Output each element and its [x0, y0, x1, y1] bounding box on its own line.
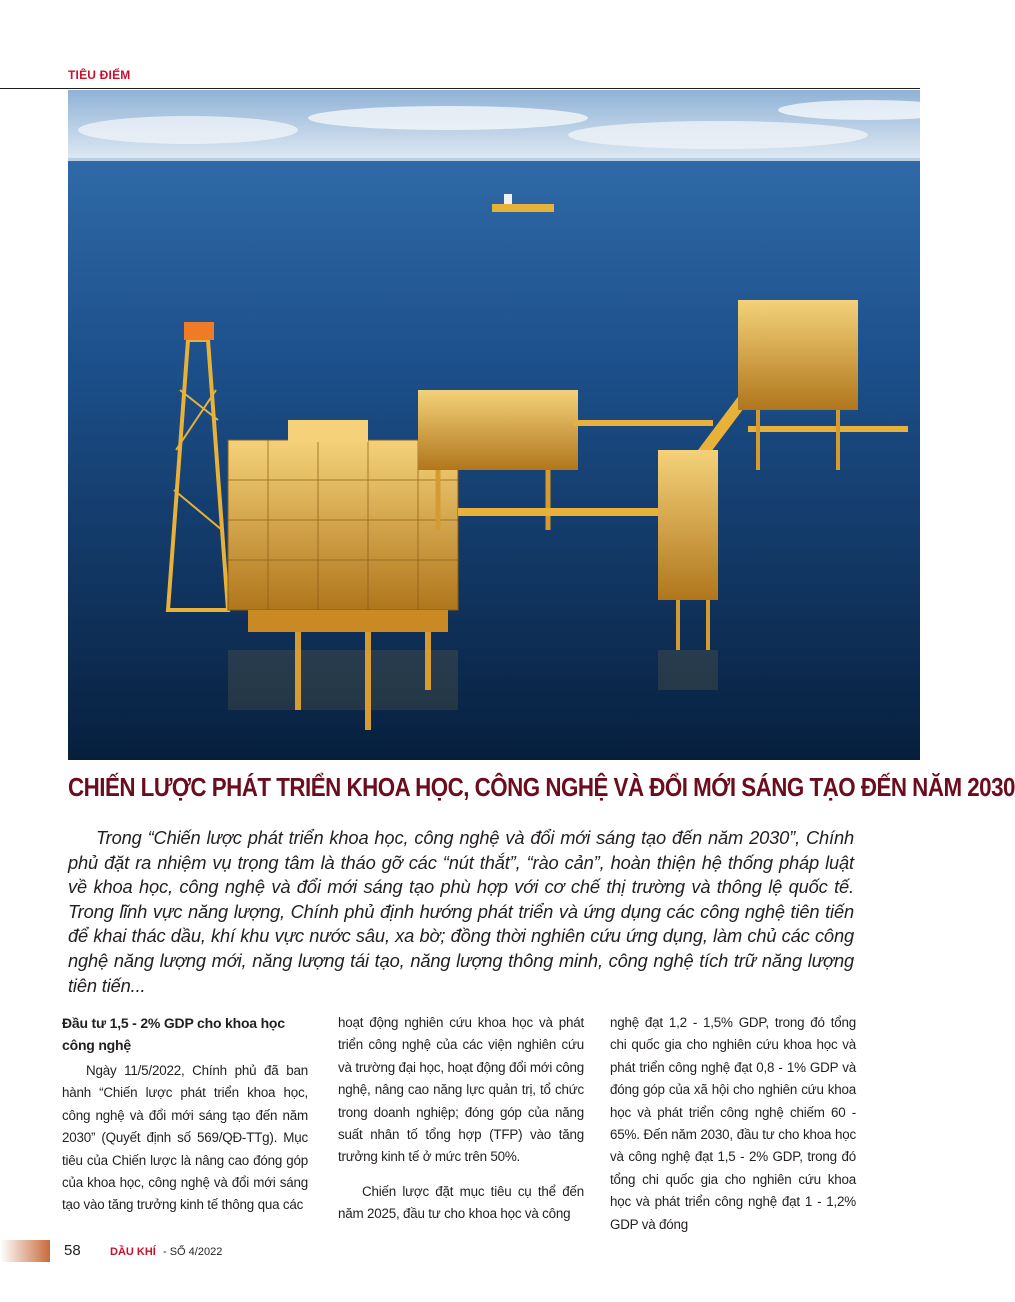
- article-column-1: [62, 1012, 308, 1217]
- issue-number: - SỐ 4/2022: [163, 1246, 223, 1258]
- magazine-name: DẦU KHÍ: [110, 1246, 156, 1258]
- article-subheading: Đầu tư 1,5 - 2% GDP cho khoa học công nghệ: [62, 1015, 285, 1053]
- article-column-3: [610, 1012, 856, 1236]
- footer-accent-bar: [0, 1240, 50, 1262]
- article-paragraph: Ngày 11/5/2022, Chính phủ đã ban hành “Chiến lược phát triển khoa học, công nghệ và đổi mới sáng tạo đến năm 2030” (Quyết định số 569/QĐ-TTg). Mục tiêu của Chiến lược là nâng cao đóng góp của khoa học, công nghệ và đổi mới sáng tạo vào tăng trưởng kinh tế thông qua các: [62, 1063, 308, 1213]
- top-rule: [0, 88, 920, 89]
- lead-text: Trong “Chiến lược phát triển khoa học, công nghệ và đổi mới sáng tạo đến năm 2030”, Chính phủ đặt ra nhiệm vụ trọng tâm là tháo gỡ các “nút thắt”, “rào cản”, hoàn thiện hệ thống pháp luật về khoa học, công nghệ và đổi mới sáng tạo phù hợp với cơ chế thị trường và thông lệ quốc tế. Trong lĩnh vực năng lượng, Chính phủ định hướng phát triển và ứng dụng các công nghệ tiên tiến để khai thác dầu, khí khu vực nước sâu, xa bờ; đồng thời nghiên cứu ứng dụng, làm chủ các công nghệ năng lượng mới, năng lượng tái tạo, năng lượng thông minh, công nghệ tích trữ năng lượng tiên tiến...: [68, 827, 854, 996]
- headline: CHIẾN LƯỢC PHÁT TRIỂN KHOA HỌC, CÔNG NGHỆ VÀ ĐỔI MỚI SÁNG TẠO ĐẾN NĂM 2030: [68, 772, 1015, 802]
- article-paragraph: hoạt động nghiên cứu khoa học và phát triển công nghệ của các viện nghiên cứu và trường đại học, hoạt động đổi mới công nghệ, nâng cao năng lực quản trị, tổ chức trong doanh nghiệp; đóng góp của năng suất nhân tố tổng hợp (TFP) vào tăng trưởng kinh tế ở mức trên 50%.: [338, 1015, 584, 1165]
- page-number: 58: [64, 1242, 81, 1259]
- section-label: TIÊU ĐIỂM: [68, 68, 131, 82]
- article-paragraph: Chiến lược đặt mục tiêu cụ thể đến năm 2025, đầu tư cho khoa học và công: [338, 1183, 584, 1222]
- offshore-platform-photo: [68, 90, 920, 760]
- article-paragraph: nghệ đạt 1,2 - 1,5% GDP, trong đó tổng chi quốc gia cho nghiên cứu khoa học và phát triển công nghệ đạt 0,8 - 1% GDP và đóng góp của xã hội cho nghiên cứu khoa học và phát triển công nghệ chiếm 60 - 65%. Đến năm 2030, đầu tư cho khoa học và công nghệ đạt 1,5 - 2% GDP, trong đó tổng chi quốc gia cho nghiên cứu khoa học và phát triển công nghệ đạt 1 - 1,2% GDP và đóng: [610, 1015, 856, 1232]
- article-column-2: [338, 1012, 584, 1226]
- lead-paragraph: [68, 826, 854, 998]
